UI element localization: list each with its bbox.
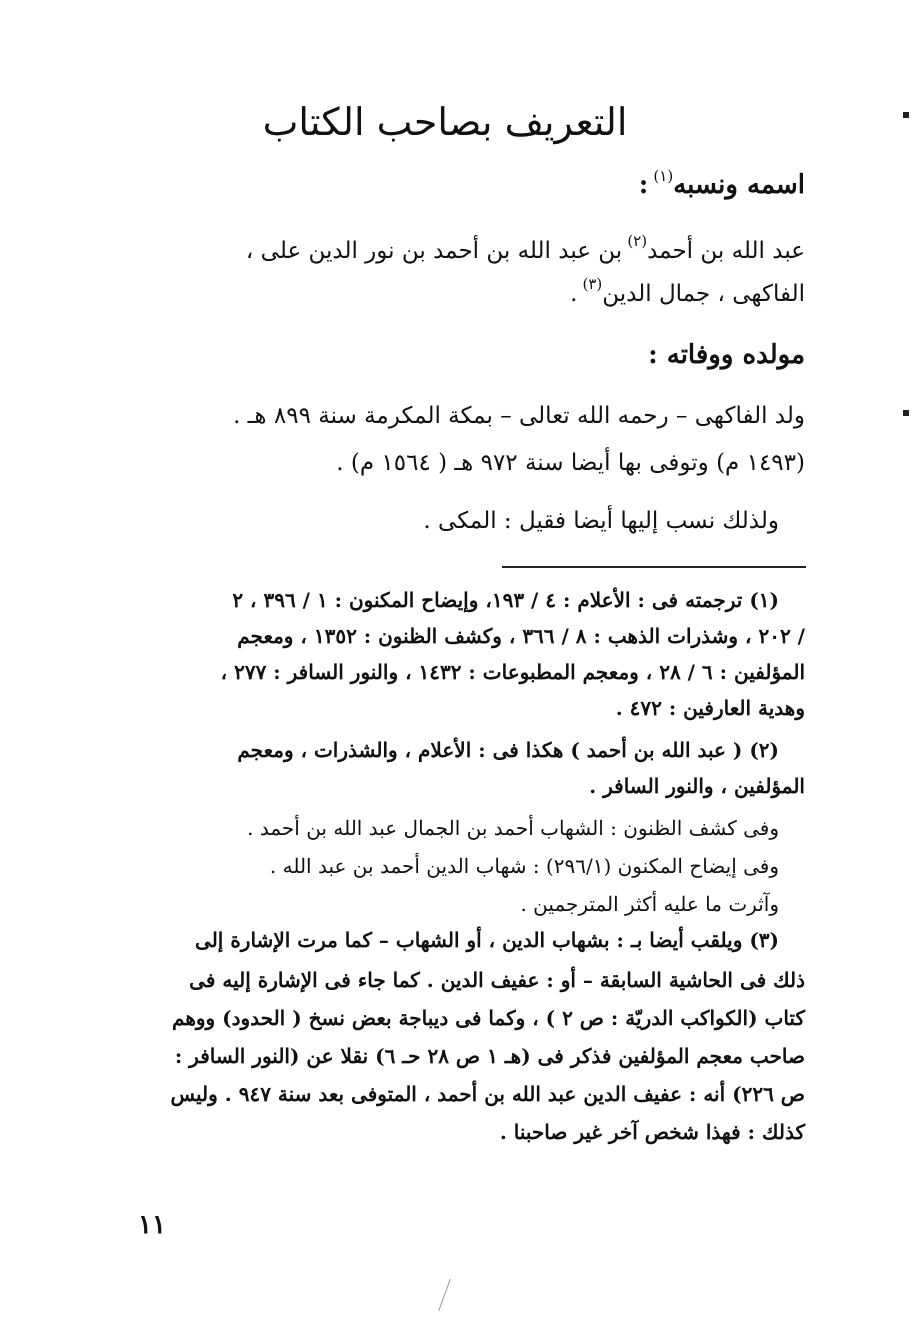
scan-edge-mark-top	[903, 112, 909, 118]
fn1-line-1-wrap	[232, 590, 779, 611]
name-line-2b: .	[570, 281, 578, 307]
footnote-2-line-1: (٢) ( عبد الله بن أحمد ) هكذا فى : الأعلام ، والشذرات ، ومعجم	[237, 738, 779, 762]
footnote-2-extra-3: وآثرت ما عليه أكثر المترجمين .	[520, 892, 779, 916]
fn1-line-3-wrap	[221, 662, 805, 683]
fn3-line-2-wrap	[189, 970, 805, 991]
section-birth-heading	[648, 340, 805, 370]
section-name-heading	[638, 167, 805, 200]
footnote-2-extra-1: وفى كشف الظنون : الشهاب أحمد بن الجمال عبد الله بن أحمد .	[247, 816, 779, 840]
footnote-1-line-3: المؤلفين : ٦ / ٢٨ ، ومعجم المطبوعات : ١٤٣٢ ، والنور السافر : ٢٧٧ ،	[220, 660, 805, 684]
footnote-3-line-5: ص ٢٢٦) أنه : عفيف الدين عبد الله بن أحمد ، المتوفى بعد سنة ٩٤٧ . وليس	[170, 1082, 805, 1106]
name-line-1b: بن عبد الله بن أحمد بن نور الدين على ،	[245, 238, 623, 264]
name-paragraph-line-2	[570, 275, 805, 307]
scan-edge-mark-middle	[903, 410, 909, 416]
fn3-line-1-wrap	[195, 930, 779, 951]
footnote-2-extra-2: وفى إيضاح المكنون (٢٩٦/١) : شهاب الدين أحمد بن عبد الله .	[269, 854, 779, 878]
name-line-2a: الفاكهى ، جمال الدين	[602, 281, 805, 307]
birth-line-3: ولذلك نسب إليها أيضا فقيل : المكى .	[423, 508, 779, 534]
scan-scratch-mark	[438, 1279, 451, 1311]
footnote-ref-1: (١)	[653, 167, 674, 185]
fn1-line-2-wrap	[237, 626, 805, 647]
footnote-3-line-4: صاحب معجم المؤلفين فذكر فى (هـ ١ ص ٢٨ حـ ٦) نقلا عن (النور السافر :	[174, 1044, 805, 1068]
footnote-1-line-1: (١) ترجمته فى : الأعلام : ٤ / ١٩٣، وإيضاح المكنون : ١ / ٣٩٦ ، ٢	[232, 588, 779, 612]
footnote-separator	[502, 566, 806, 568]
footnote-1-line-4: وهدية العارفين : ٤٧٢ .	[615, 696, 805, 720]
page-number: ١١	[138, 1210, 166, 1240]
name-paragraph-line-1	[245, 232, 805, 264]
fn3-line-4-wrap	[175, 1046, 805, 1067]
footnote-2-line-2: المؤلفين ، والنور السافر .	[589, 774, 805, 798]
birth-line-1: ولد الفاكهى – رحمه الله تعالى – بمكة المكرمة سنة ٨٩٩ هـ .	[233, 403, 805, 429]
footnote-3-line-1: (٣) ويلقب أيضا بـ : بشهاب الدين ، أو الشهاب – كما مرت الإشارة إلى	[195, 928, 779, 952]
birth-line-3-wrap	[423, 510, 779, 533]
fn2-line-1-wrap	[237, 740, 779, 761]
name-heading-colon: :	[638, 170, 649, 200]
footnote-ref-3: (٣)	[582, 275, 603, 293]
fn1-line-4-wrap	[616, 698, 805, 719]
footnote-3-line-3: كتاب (الكواكب الدريّة : ص ٢ ) ، وكما فى ديباجة بعض نسخ ( الحدود) ووهم	[172, 1006, 805, 1030]
footnote-3-line-2: ذلك فى الحاشية السابقة – أو : عفيف الدين . كما جاء فى الإشارة إليه فى	[189, 968, 805, 992]
birth-line-2-wrap	[336, 452, 805, 475]
footnote-ref-2: (٢)	[627, 232, 648, 250]
page-title: التعريف بصاحب الكتاب	[262, 100, 628, 144]
footnote-1-line-2: / ٢٠٢ ، وشذرات الذهب : ٨ / ٣٦٦ ، وكشف الظنون : ١٣٥٢ ، ومعجم	[237, 624, 805, 648]
birth-heading: مولده ووفاته :	[648, 340, 805, 370]
fn3-line-5-wrap	[171, 1084, 805, 1105]
fn3-line-3-wrap	[172, 1008, 805, 1029]
footnote-3-line-6: كذلك : فهذا شخص آخر غير صاحبنا .	[499, 1120, 805, 1144]
name-heading: اسمه ونسبه	[673, 170, 805, 200]
fn3-line-6-wrap	[500, 1122, 805, 1143]
fn2-extra-1-wrap	[247, 818, 779, 839]
birth-line-2: (١٤٩٣ م) وتوفى بها أيضا سنة ٩٧٢ هـ ( ١٥٦٤ م) .	[336, 450, 805, 476]
fn2-extra-2-wrap	[270, 856, 779, 877]
birth-line-1-wrap	[233, 405, 805, 428]
fn2-extra-3-wrap	[520, 894, 779, 915]
name-line-1a: عبد الله بن أحمد	[647, 238, 805, 264]
fn2-line-2-wrap	[589, 776, 805, 797]
